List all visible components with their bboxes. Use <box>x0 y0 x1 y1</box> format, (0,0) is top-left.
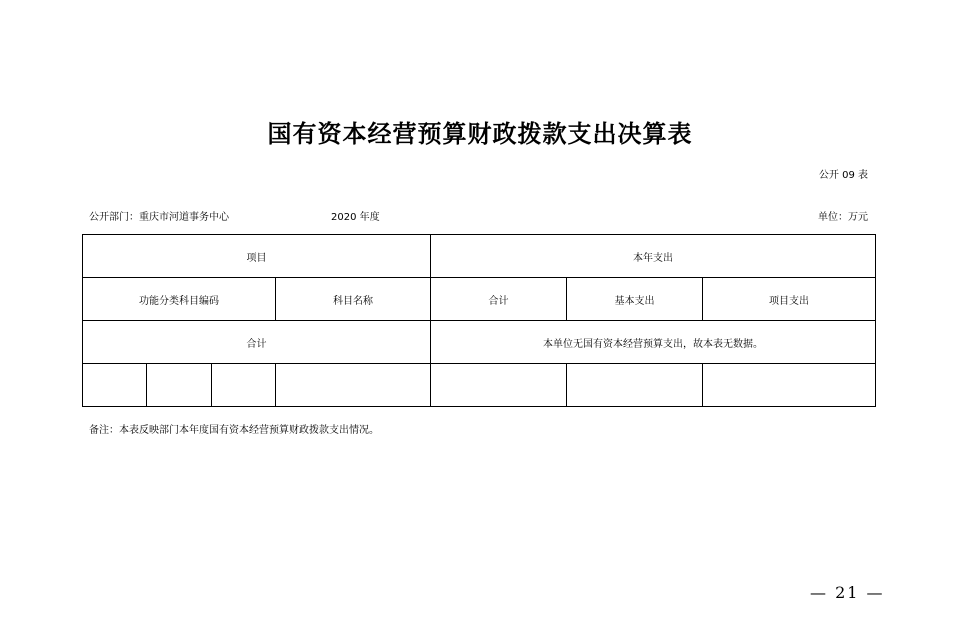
empty-cell <box>431 364 567 407</box>
department-label: 公开部门：重庆市河道事务中心 <box>89 212 229 223</box>
header-current-year: 本年支出 <box>431 235 876 278</box>
table-note: 备注：本表反映部门本年度国有资本经营预算财政拨款支出情况。 <box>89 425 379 436</box>
col-basic: 基本支出 <box>567 278 703 321</box>
budget-table <box>82 234 876 407</box>
col-subject-name: 科目名称 <box>276 278 431 321</box>
header-project: 项目 <box>83 235 431 278</box>
col-project: 项目支出 <box>703 278 876 321</box>
currency-unit: 单位：万元 <box>818 212 868 223</box>
table-row <box>83 235 876 278</box>
col-total: 合计 <box>431 278 567 321</box>
table-row <box>83 278 876 321</box>
row-total-label: 合计 <box>83 321 431 364</box>
empty-cell <box>147 364 212 407</box>
no-data-message: 本单位无国有资本经营预算支出，故本表无数据。 <box>431 321 876 364</box>
empty-cell <box>703 364 876 407</box>
table-row <box>83 364 876 407</box>
table-row <box>83 321 876 364</box>
empty-cell <box>83 364 147 407</box>
form-number: 公开 09 表 <box>818 170 868 181</box>
empty-cell <box>567 364 703 407</box>
fiscal-year: 2020 年度 <box>331 212 380 223</box>
page-number: — 21 — <box>810 583 885 602</box>
col-function-code: 功能分类科目编码 <box>83 278 276 321</box>
empty-cell <box>212 364 276 407</box>
document-title: 国有资本经营预算财政拨款支出决算表 <box>267 119 693 148</box>
empty-cell <box>276 364 431 407</box>
